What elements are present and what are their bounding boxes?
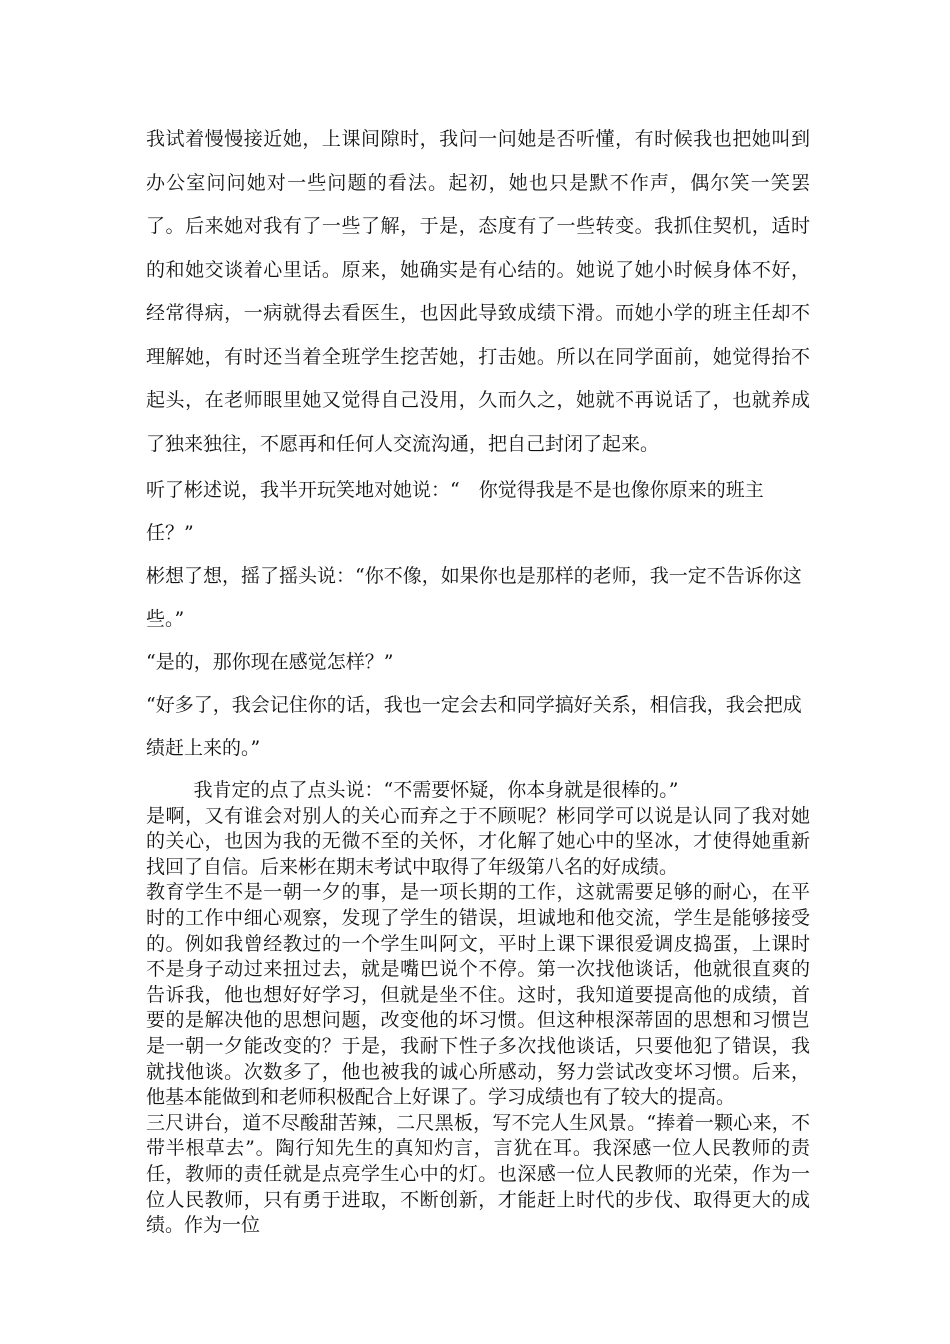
dialog-line-teacher-ask: “是的，那你现在感觉怎样？” [146, 651, 394, 673]
loose-spacing-section [146, 118, 810, 466]
paragraph-patience-example: 教育学生不是一朝一夕的事，是一项长期的工作，这就需要足够的耐心，在平时的工作中细心观察，发现了学生的错误，坦诚地和他交流，学生是能够接受的。例如我曾经教过的一个学生叫阿文，平时上课下课很爱调皮捣蛋，上课时不是身子动过来扭过去，就是嘴巴说个不停。第一次找他谈话，他就很直爽的告诉我，他也想好好学习，但就是坐不住。这时，我知道要提高他的成绩，首要的是解决他的思想问题，改变他的坏习惯。但这种根深蒂固的思想和习惯岂是一朝一夕能改变的？于是，我耐下性子多次找他谈话，只要他犯了错误，我就找他谈。次数多了，他也被我的诚心所感动，努力尝试改变坏习惯。后来，他基本能做到和老师积极配合上好课了。学习成绩也有了较大的提高。 [146, 881, 810, 1109]
dialog-line-question-teacher: 听了彬述说，我半开玩笑地对她说：“ 你觉得我是不是也像你原来的班主任？” [146, 479, 764, 544]
paragraph-teacher-responsibility: 三尺讲台，道不尽酸甜苦辣，二尺黑板，写不完人生风景。“捧着一颗心来，不带半根草去”。陶行知先生的真知灼言，言犹在耳。我深感一位人民教师的责任，教师的责任就是点亮学生心中的灯。也深感一位人民教师的光荣，作为一位人民教师，只有勇于进取，不断创新，才能赶上时代的步伐、取得更大的成绩。作为一位 [146, 1111, 810, 1237]
dialog-line-student-answer: 彬想了想，摇了摇头说：“你不像，如果你也是那样的老师，我一定不告诉你这些。” [146, 565, 802, 630]
paragraph-approach-student: 我试着慢慢接近她，上课间隙时，我问一问她是否听懂，有时候我也把她叫到办公室问问她对一些问题的看法。起初，她也只是默不作声，偶尔笑一笑罢了。后来她对我有了一些了解，于是，态度有了一些转变。我抓住契机，适时的和她交谈着心里话。原来，她确实是有心结的。她说了她小时候身体不好，经常得病，一病就得去看医生，也因此导致成绩下滑。而她小学的班主任却不理解她，有时还当着全班学生挖苦她，打击她。所以在同学面前，她觉得抬不起头，在老师眼里她又觉得自己没用，久而久之，她就不再说话了，也就养成了独来独往，不愿再和任何人交流沟通，把自己封闭了起来。 [146, 128, 810, 455]
dialog-line-teacher-affirm: 我肯定的点了点头说：“不需要怀疑，你本身就是很棒的。” [193, 779, 679, 801]
paragraph-regained-confidence: 是啊，又有谁会对别人的关心而弃之于不顾呢？彬同学可以说是认同了我对她的关心，也因为我的无微不至的关怀，才化解了她心中的坚冰，才使得她重新找回了自信。后来彬在期末考试中取得了年级第八名的好成绩。 [146, 804, 810, 878]
dialog-section [146, 469, 810, 770]
tight-spacing-section [146, 778, 810, 1239]
document-page [146, 118, 810, 1239]
dialog-line-student-promise: “好多了，我会记住你的话，我也一定会去和同学搞好关系，相信我，我会把成绩赶上来的。” [146, 694, 802, 759]
